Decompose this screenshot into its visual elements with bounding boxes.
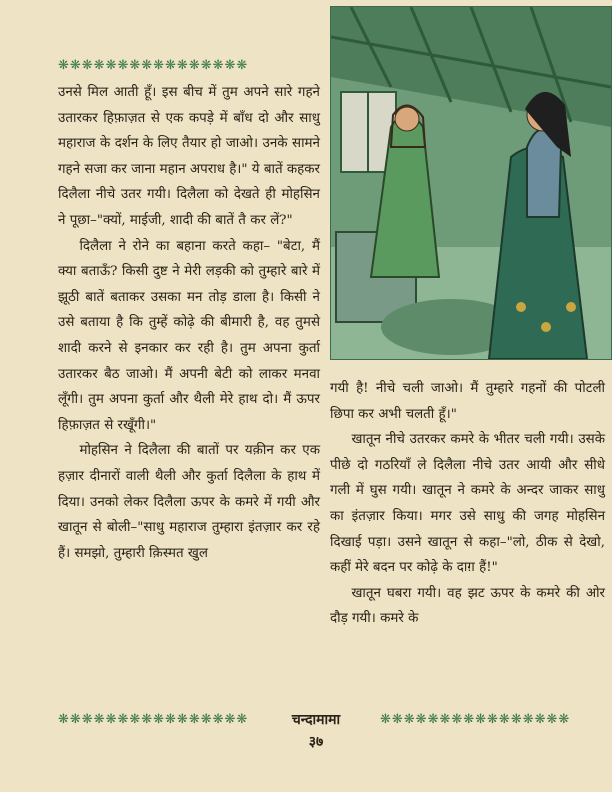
top-ornament-border: ❋❋❋❋❋❋❋❋❋❋❋❋❋❋❋❋: [58, 58, 249, 73]
left-text-column: [58, 80, 320, 566]
illustration-two-women-in-room-icon: [331, 7, 611, 359]
left-paragraph-2: दिलैला ने रोने का बहाना करते कहा– "बेटा, मैं क्या बताऊँ? किसी दुष्ट ने मेरी लड़की को तुम्हारे बारे में झूठी बातें बताकर उसका मन तोड़ डाला है। किसी ने उसे बताया है कि तुम्हें कोढ़े की बीमारी है, वह तुमसे शादी करने से इनकार कर रही है। तुम अपना कुर्ता उतारकर बैठ जाओ। मैं अपनी बेटी को लाकर मनवा लूँगी। तुम अपना कुर्ता और थैली मेरे हाथ दो। मैं ऊपर हिफ़ाज़त से रखूँगी।": [58, 238, 320, 433]
magazine-title: चन्दामामा: [291, 712, 341, 728]
page-number: ३७: [308, 734, 324, 750]
right-paragraph-1: गयी है! नीचे चली जाओ। मैं तुम्हारे गहनों की पोटली छिपा कर अभी चलती हूँ।": [330, 381, 605, 422]
left-paragraph-1: उनसे मिल आती हूँ। इस बीच में तुम अपने सारे गहने उतारकर हिफ़ाज़त से एक कपड़े में बाँध दो और साधु महाराज के दर्शन के लिए तैयार हो जाओ। उनके सामने गहने सजा कर जाना महान अपराध है।" ये बातें कहकर दिलैला नीचे उतर गयी। दिलैला को देखते ही मोहसिन ने पूछा–"क्यों, माईजी, शादी की बातें तै कर लें?": [58, 85, 320, 228]
bottom-left-ornament-border: ❋❋❋❋❋❋❋❋❋❋❋❋❋❋❋❋: [58, 712, 249, 727]
bottom-right-ornament-border: ❋❋❋❋❋❋❋❋❋❋❋❋❋❋❋❋: [380, 712, 571, 727]
right-paragraph-3: खातून घबरा गयी। वह झट ऊपर के कमरे की ओर दौड़ गयी। कमरे के: [330, 585, 605, 627]
story-illustration: [330, 6, 612, 360]
left-paragraph-3: मोहसिन ने दिलैला की बातों पर यक़ीन कर एक हज़ार दीनारों वाली थैली और कुर्ता दिलैला के हाथ में दिया। उनको लेकर दिलैला ऊपर के कमरे में गयी और खातून से बोली–"साधु महाराज तुम्हारा इंतज़ार कर रहे हैं। समझो, तुम्हारी क़िस्मत खुल: [58, 443, 320, 561]
right-text-column: [330, 376, 605, 632]
right-paragraph-2: खातून नीचे उतरकर कमरे के भीतर चली गयी। उसके पीछे दो गठरियाँ ले दिलैला नीचे उतर आयी और सीधे गली में घुस गयी। खातून ने कमरे के अन्दर जाकर साधु का इंतज़ार किया। मगर उसे साधु की जगह मोहसिन दिखाई पड़ा। उसने खातून से कहा–"लो, ठीक से देखो, कहीं मेरे बदन पर कोढ़े के दाग़ हैं!": [330, 432, 605, 576]
